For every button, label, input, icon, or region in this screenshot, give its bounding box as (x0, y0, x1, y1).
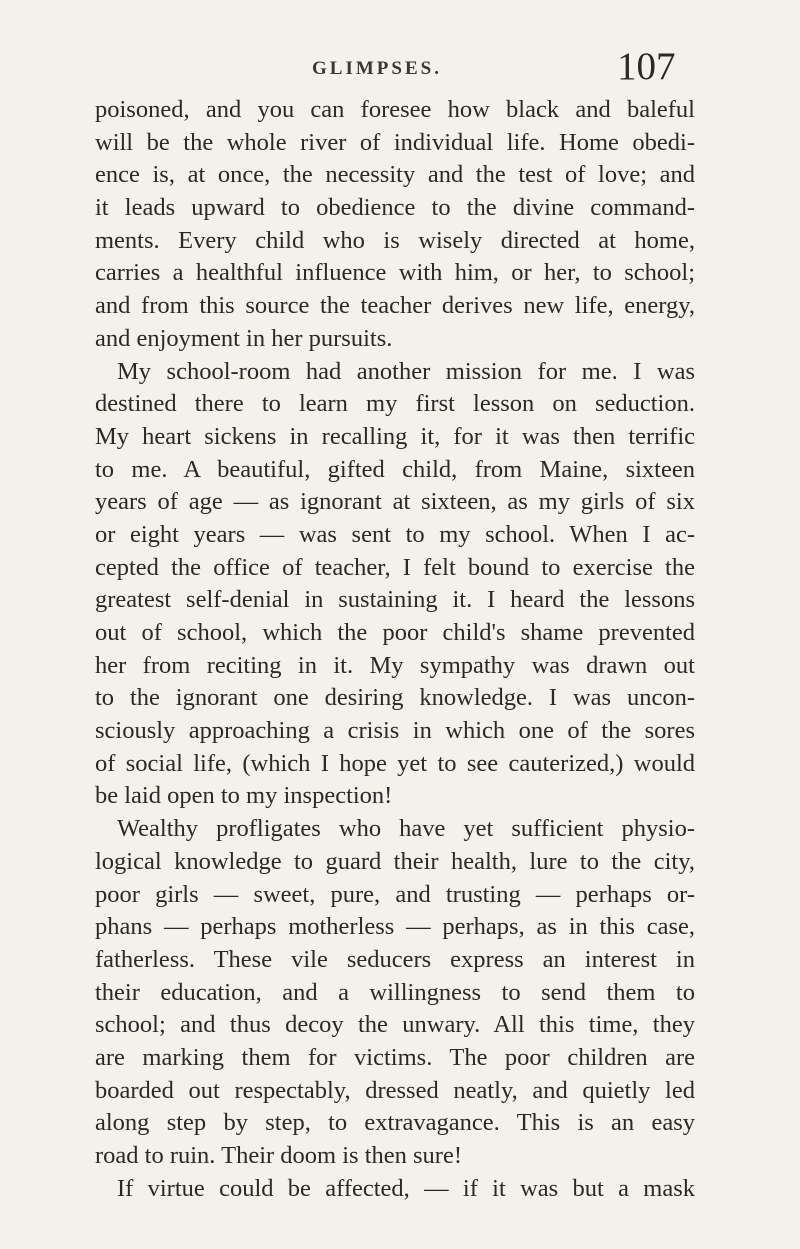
text-line: carries a healthful influence with him, or her, to school; (95, 259, 695, 287)
running-head: GLIMPSES. (312, 58, 442, 79)
text-line: or eight years — was sent to my school. When I ac- (95, 520, 695, 548)
body-text (95, 94, 695, 1205)
text-line: be laid open to my inspection! (95, 782, 393, 810)
text-line: boarded out respectably, dressed neatly, and quietly led (95, 1076, 695, 1104)
text-line: road to ruin. Their doom is then sure! (95, 1142, 462, 1169)
text-line: poor girls — sweet, pure, and trusting — perhaps or- (95, 880, 695, 908)
text-line: of social life, (which I hope yet to see cauterized,) would (95, 749, 695, 777)
text-line: greatest self-denial in sustaining it. I heard the lessons (95, 586, 695, 614)
text-line: poisoned, and you can foresee how black and baleful (95, 96, 695, 123)
text-line: If virtue could be affected, — if it was but a mask (117, 1174, 695, 1202)
text-line: logical knowledge to guard their health, lure to the city, (95, 847, 695, 875)
text-line: ments. Every child who is wisely directed at home, (95, 226, 695, 254)
text-line: destined there to learn my first lesson on seduction. (95, 390, 695, 418)
text-line: school; and thus decoy the unwary. All this time, they (95, 1011, 695, 1039)
text-line: years of age — as ignorant at sixteen, as my girls of six (95, 488, 695, 516)
text-line: My heart sickens in recalling it, for it was then terrific (95, 422, 695, 450)
text-line: their education, and a willingness to send them to (95, 978, 695, 1006)
text-line: to me. A beautiful, gifted child, from Maine, sixteen (95, 455, 695, 483)
text-line: phans — perhaps motherless — perhaps, as in this case, (95, 913, 695, 941)
text-line: Wealthy profligates who have yet sufficient physio- (117, 815, 695, 843)
text-line: My school-room had another mission for me. I was (117, 357, 695, 385)
text-line: are marking them for victims. The poor children are (95, 1043, 695, 1071)
text-line: it leads upward to obedience to the divine command- (95, 194, 695, 222)
text-line: and enjoyment in her pursuits. (95, 324, 393, 352)
text-line: out of school, which the poor child's shame prevented (95, 619, 695, 646)
page-number: 107 (617, 45, 676, 88)
text-line: to the ignorant one desiring knowledge. I was uncon- (95, 684, 695, 712)
text-line: cepted the office of teacher, I felt bound to exercise the (95, 553, 695, 581)
text-line: fatherless. These vile seducers express an interest in (95, 945, 695, 973)
text-line: sciously approaching a crisis in which one of the sores (95, 717, 695, 745)
text-line: and from this source the teacher derives new life, energy, (95, 292, 695, 320)
text-line: her from reciting in it. My sympathy was drawn out (95, 651, 695, 679)
text-line: along step by step, to extravagance. This is an easy (95, 1109, 695, 1137)
text-line: will be the whole river of individual life. Home obedi- (95, 128, 695, 156)
text-line: ence is, at once, the necessity and the test of love; and (95, 161, 695, 189)
